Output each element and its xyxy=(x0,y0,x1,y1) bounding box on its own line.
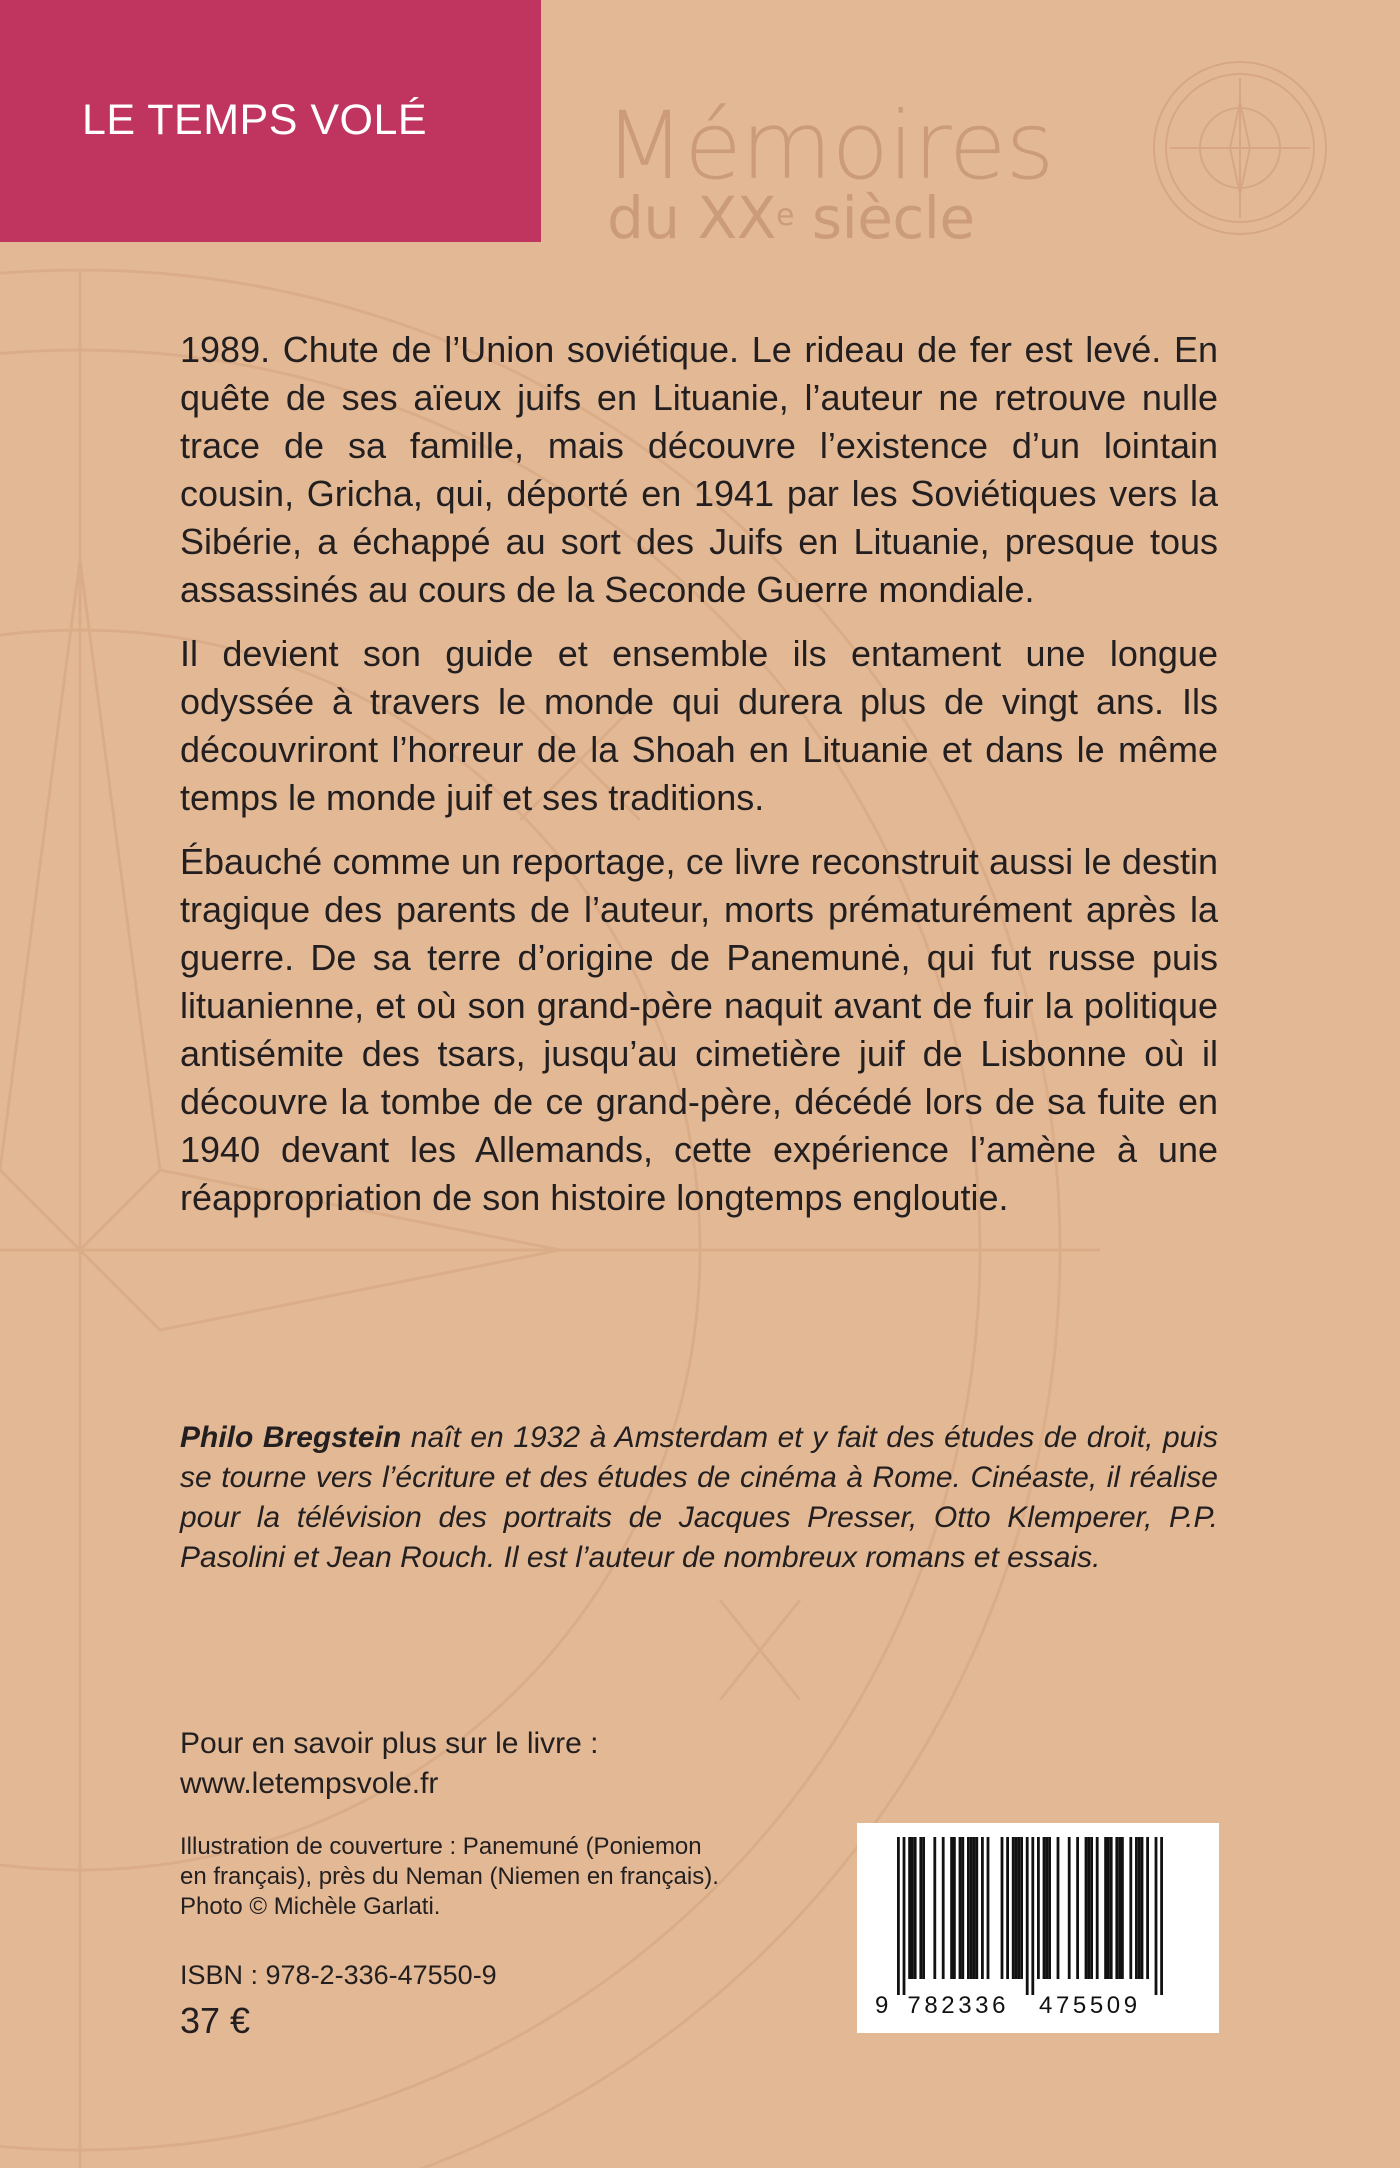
barcode-bar xyxy=(1006,1837,1009,1979)
barcode-bar xyxy=(1015,1837,1018,1979)
barcode-bar xyxy=(981,1837,984,1979)
barcode-digits: 782336 xyxy=(907,1992,1010,2019)
barcode-bar xyxy=(1057,1837,1060,1979)
barcode-bar xyxy=(1121,1837,1124,1979)
barcode-bar xyxy=(1160,1837,1163,1995)
barcode-bar xyxy=(967,1837,970,1979)
barcode-digits: 9 xyxy=(875,1992,892,2019)
synopsis-paragraph: Il devient son guide et ensemble ils entament une longue odyssée à travers le monde qui durera plus de vingt ans. Ils découvriront l’horreur de la Shoah en Lituanie et dans le même temps le monde juif et ses traditions. xyxy=(180,633,1218,818)
barcode-bar xyxy=(1037,1837,1040,1979)
cover-credits xyxy=(180,1832,760,1922)
barcode-bar xyxy=(1020,1837,1023,1979)
barcode-bar xyxy=(970,1837,973,1979)
barcode-bar xyxy=(1096,1837,1099,1979)
barcode-bar xyxy=(987,1837,990,1979)
barcode-bar xyxy=(1001,1837,1004,1979)
series-subtitle: du XXe siècle xyxy=(607,184,975,252)
barcode-bar xyxy=(908,1837,911,1979)
collection-banner xyxy=(0,0,541,242)
synopsis-paragraph: 1989. Chute de l’Union soviétique. Le rideau de fer est levé. En quête de ses aïeux juifs en Lituanie, l’auteur ne retrouve nulle trace de sa famille, mais découvre l’existence d’un lointain cousin, Gricha, qui, déporté en 1941 par les Soviétiques vers la Sibérie, a échappé au sort des Juifs en Lituanie, presque tous assassinés au cours de la Seconde Guerre mondiale. xyxy=(180,329,1218,610)
synopsis-paragraph: Ébauché comme un reportage, ce livre reconstruit aussi le destin tragique des parents de l’auteur, morts prématurément après la guerre. De sa terre d’origine de Panemunė, qui fut russe puis lituanienne, et où son grand-père naquit avant de fuir la politique antisémite des tsars, jusqu’au cimetière juif de Lisbonne où il découvre la tombe de ce grand-père, décédé lors de sa fuite en 1940 devant les Allemands, cette expérience l’amène à une réappropriation de son histoire longtemps engloutie. xyxy=(180,841,1218,1218)
credits-line: Photo © Michèle Garlati. xyxy=(180,1893,441,1920)
barcode-bar xyxy=(1104,1837,1107,1979)
series-title: Mémoires xyxy=(604,92,1054,201)
credits-line: en français), près du Neman (Niemen en français). xyxy=(180,1863,719,1890)
barcode-bar xyxy=(922,1837,925,1979)
barcode-bar xyxy=(1068,1837,1071,1979)
barcode-bar xyxy=(911,1837,914,1979)
barcode-bar xyxy=(903,1837,906,1995)
synopsis xyxy=(180,326,1218,1238)
barcode-bar xyxy=(1118,1837,1121,1979)
clock-emblem-icon xyxy=(1150,58,1330,238)
barcode-bar xyxy=(1087,1837,1090,1979)
barcode-digits: 475509 xyxy=(1039,1992,1141,2019)
barcode-bar xyxy=(1085,1837,1088,1979)
barcode-bar xyxy=(1012,1837,1015,1979)
collection-name: LE TEMPS VOLÉ xyxy=(82,96,428,144)
barcode-bar xyxy=(973,1837,976,1979)
barcode-bar xyxy=(1045,1837,1048,1979)
barcode-bar xyxy=(1090,1837,1093,1979)
barcode-bar xyxy=(1043,1837,1046,1979)
more-info xyxy=(180,1724,880,1804)
barcode-bar xyxy=(1129,1837,1132,1979)
barcode-bar xyxy=(950,1837,953,1979)
price: 37 € xyxy=(180,2000,251,2041)
barcode-bar xyxy=(1138,1837,1141,1979)
barcode-bar xyxy=(1017,1837,1020,1979)
website-link[interactable]: www.letempsvole.fr xyxy=(180,1767,439,1800)
barcode-bar xyxy=(975,1837,978,1979)
barcode-bar xyxy=(933,1837,936,1979)
barcode-bar xyxy=(919,1837,922,1979)
barcode-bar xyxy=(914,1837,917,1979)
more-info-label: Pour en savoir plus sur le livre : xyxy=(180,1727,599,1760)
barcode-bar xyxy=(897,1837,900,1995)
barcode-bar xyxy=(959,1837,962,1979)
barcode-bar xyxy=(1107,1837,1110,1979)
author-name: Philo Bregstein xyxy=(180,1421,402,1454)
barcode-bar xyxy=(1048,1837,1051,1979)
barcode-bar xyxy=(1115,1837,1118,1979)
barcode xyxy=(857,1823,1219,2033)
credits-line: Illustration de couverture : Panemuné (Poniemon xyxy=(180,1833,702,1860)
barcode-bar xyxy=(942,1837,945,1979)
barcode-bar xyxy=(1146,1837,1149,1979)
author-bio xyxy=(180,1418,1218,1578)
barcode-bar xyxy=(953,1837,956,1979)
barcode-bar xyxy=(1135,1837,1138,1979)
barcode-bar xyxy=(1141,1837,1144,1979)
barcode-bar xyxy=(1026,1837,1029,1995)
barcode-bar xyxy=(1110,1837,1113,1979)
barcode-bar xyxy=(1031,1837,1034,1995)
barcode-icon xyxy=(873,1837,1203,2021)
barcode-bar xyxy=(961,1837,964,1979)
barcode-bar xyxy=(1155,1837,1158,1995)
author-bio-text: naît en 1932 à Amsterdam et y fait des études de droit, puis se tourne vers l’écriture et des études de cinéma à Rome. Cinéaste, il réalise pour la télévision des portraits de Jacques Presser, Otto Klemperer, P.P. Pasolini et Jean Rouch. Il est l’auteur de nombreux romans et essais. xyxy=(180,1421,1218,1574)
isbn: ISBN : 978-2-336-47550-9 xyxy=(180,1960,497,1990)
barcode-bar xyxy=(1076,1837,1079,1979)
